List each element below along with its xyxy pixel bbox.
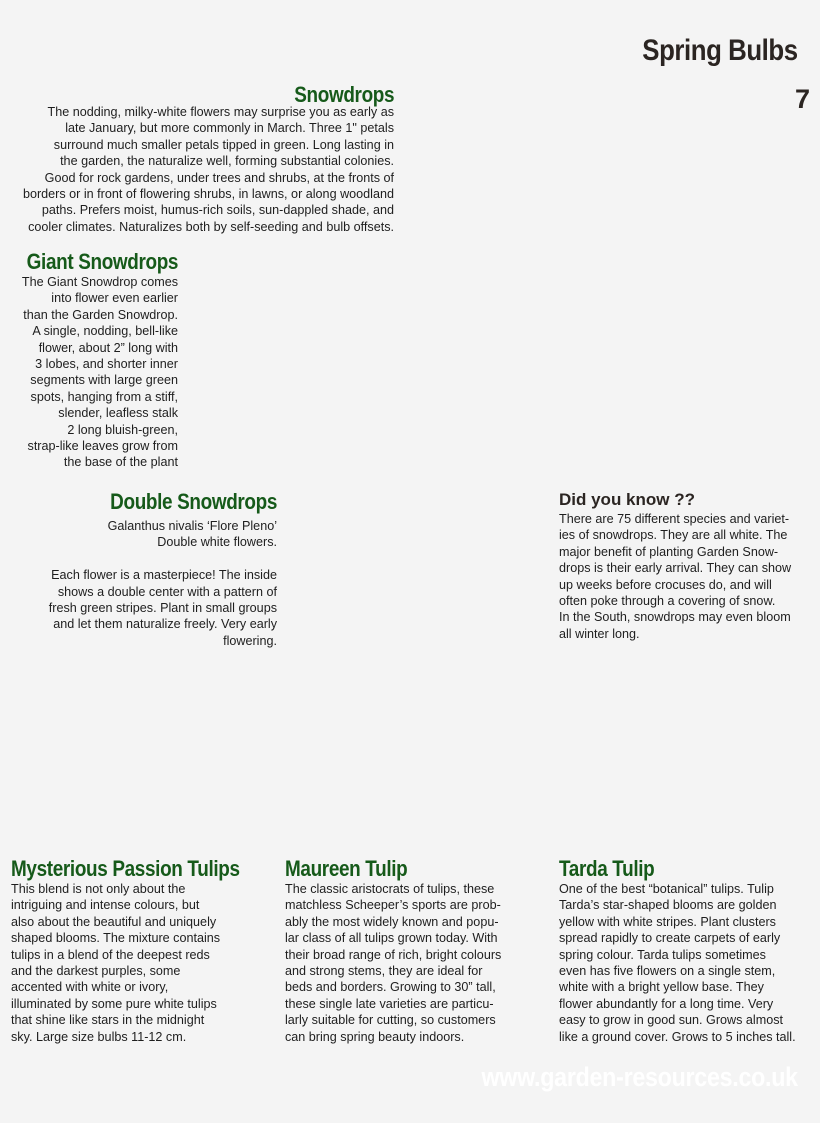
maureen-tulip-line: larly suitable for cutting, so customers xyxy=(285,1013,496,1028)
giant-snowdrops-line: flower, about 2” long with xyxy=(38,340,178,355)
snowdrops-line: the garden, the naturalize well, forming substantial colonies. xyxy=(60,154,394,169)
snowdrops-heading: Snowdrops xyxy=(294,82,394,107)
double-snowdrops-line: shows a double center with a pattern of xyxy=(57,584,277,599)
giant-snowdrops-line: into flower even earlier xyxy=(51,291,178,306)
giant-snowdrops-line: than the Garden Snowdrop. xyxy=(23,307,178,322)
maureen-tulip-line: their broad range of rich, bright colours xyxy=(285,947,502,962)
mysterious-passion-heading: Mysterious Passion Tulips xyxy=(11,856,240,881)
giant-snowdrops-line: slender, leafless stalk xyxy=(58,406,178,421)
mysterious-passion-line: intriguing and intense colours, but xyxy=(11,898,200,913)
tarda-tulip-line: white with a bright yellow base. They xyxy=(559,980,764,995)
maureen-tulip-line: ably the most widely known and popu- xyxy=(285,914,499,929)
double-snowdrops-line: Each flower is a masterpiece! The inside xyxy=(51,568,277,583)
tarda-tulip-heading: Tarda Tulip xyxy=(559,856,655,881)
tarda-tulip-line: spring colour. Tarda tulips sometimes xyxy=(559,947,766,962)
maureen-tulip-line: The classic aristocrats of tulips, these xyxy=(285,882,495,896)
tarda-tulip-line: even has five flowers on a single stem, xyxy=(559,964,776,979)
giant-snowdrops-line: 3 lobes, and shorter inner xyxy=(35,357,178,372)
giant-snowdrops-body xyxy=(22,274,178,471)
tarda-tulip-body xyxy=(559,881,796,1045)
mysterious-passion-body xyxy=(11,881,220,1045)
tarda-tulip-line: flower abundantly for a long time. Very xyxy=(559,996,774,1011)
double-snowdrops-line: Double white flowers. xyxy=(157,535,277,550)
maureen-tulip-line: can bring spring beauty indoors. xyxy=(285,1029,465,1044)
maureen-tulip-heading: Maureen Tulip xyxy=(285,856,408,881)
giant-snowdrops-line: segments with large green xyxy=(30,373,178,388)
tarda-tulip-line: spread rapidly to create carpets of early xyxy=(559,931,781,946)
snowdrops-line: late January, but more commonly in March. Three 1" petals xyxy=(65,121,394,136)
snowdrops-line: The nodding, milky-white flowers may surprise you as early as xyxy=(47,105,394,119)
tarda-tulip-line: easy to grow in good sun. Grows almost xyxy=(559,1013,783,1028)
did-you-know-line: often poke through a covering of snow. xyxy=(559,594,776,609)
did-you-know-line: ies of snowdrops. They are all white. The xyxy=(559,528,788,543)
did-you-know-heading: Did you know ?? xyxy=(559,490,695,509)
did-you-know-line: drops is their early arrival. They can show xyxy=(559,561,792,576)
page-number: 7 xyxy=(794,84,810,114)
mysterious-passion-line: shaped blooms. The mixture contains xyxy=(11,931,221,946)
giant-snowdrops-line: The Giant Snowdrop comes xyxy=(21,275,178,289)
did-you-know-body xyxy=(559,511,791,642)
snowdrops-line: surround much smaller petals tipped in green. Long lasting in xyxy=(53,137,394,152)
site-watermark: www.garden-resources.co.uk xyxy=(481,1062,798,1092)
double-snowdrops-body xyxy=(49,518,277,649)
did-you-know-line: There are 75 different species and variet- xyxy=(559,512,790,526)
mysterious-passion-line: tulips in a blend of the deepest reds xyxy=(11,947,210,962)
maureen-tulip-line: and strong stems, they are ideal for xyxy=(285,964,483,979)
mysterious-passion-line: illuminated by some pure white tulips xyxy=(11,996,217,1011)
snowdrops-body xyxy=(23,104,394,235)
double-snowdrops-spacer xyxy=(49,551,277,567)
mysterious-passion-line: also about the beautiful and uniquely xyxy=(11,914,217,929)
double-snowdrops-heading: Double Snowdrops xyxy=(110,489,277,514)
mysterious-passion-line: accented with white or ivory, xyxy=(11,980,169,995)
did-you-know-line: major benefit of planting Garden Snow- xyxy=(559,544,779,559)
did-you-know-line: In the South, snowdrops may even bloom xyxy=(559,610,791,625)
double-snowdrops-line: Galanthus nivalis ‘Flore Pleno’ xyxy=(107,519,277,533)
maureen-tulip-body xyxy=(285,881,501,1045)
mysterious-passion-line: that shine like stars in the midnight xyxy=(11,1013,205,1028)
maureen-tulip-line: matchless Scheeper’s sports are prob- xyxy=(285,898,501,913)
page-title: Spring Bulbs xyxy=(642,34,798,67)
giant-snowdrops-line: A single, nodding, bell-like xyxy=(32,324,178,339)
mysterious-passion-line: This blend is not only about the xyxy=(11,882,186,896)
giant-snowdrops-line: the base of the plant xyxy=(63,455,178,470)
tarda-tulip-line: Tarda’s star-shaped blooms are golden xyxy=(559,898,777,913)
tarda-tulip-line: yellow with white stripes. Plant clusters xyxy=(559,914,776,929)
snowdrops-line: Good for rock gardens, under trees and shrubs, at the fronts of xyxy=(44,170,394,185)
tarda-tulip-line: One of the best “botanical” tulips. Tulip xyxy=(559,882,774,896)
double-snowdrops-line: and let them naturalize freely. Very early xyxy=(53,617,277,632)
mysterious-passion-line: and the darkest purples, some xyxy=(11,964,181,979)
did-you-know-line: all winter long. xyxy=(559,626,640,641)
tarda-tulip-line: like a ground cover. Grows to 5 inches tall. xyxy=(559,1029,796,1044)
giant-snowdrops-line: spots, hanging from a stiff, xyxy=(30,389,178,404)
double-snowdrops-line: flowering. xyxy=(223,633,277,648)
snowdrops-line: borders or in front of flowering shrubs, in lawns, or along woodland xyxy=(22,187,394,202)
snowdrops-line: paths. Prefers moist, humus-rich soils, sun-dappled shade, and xyxy=(41,203,394,218)
maureen-tulip-line: these single late varieties are particu- xyxy=(285,996,494,1011)
giant-snowdrops-line: strap-like leaves grow from xyxy=(27,439,178,454)
snowdrops-line: cooler climates. Naturalizes both by self-seeding and bulb offsets. xyxy=(28,219,394,234)
giant-snowdrops-heading: Giant Snowdrops xyxy=(26,249,178,274)
double-snowdrops-line: fresh green stripes. Plant in small groups xyxy=(48,601,277,616)
mysterious-passion-line: sky. Large size bulbs 11-12 cm. xyxy=(11,1029,187,1044)
maureen-tulip-line: beds and borders. Growing to 30” tall, xyxy=(285,980,496,995)
maureen-tulip-line: lar class of all tulips grown today. With xyxy=(285,931,498,946)
did-you-know-line: up weeks before crocuses do, and will xyxy=(559,577,772,592)
giant-snowdrops-line: 2 long bluish-green, xyxy=(67,422,178,437)
